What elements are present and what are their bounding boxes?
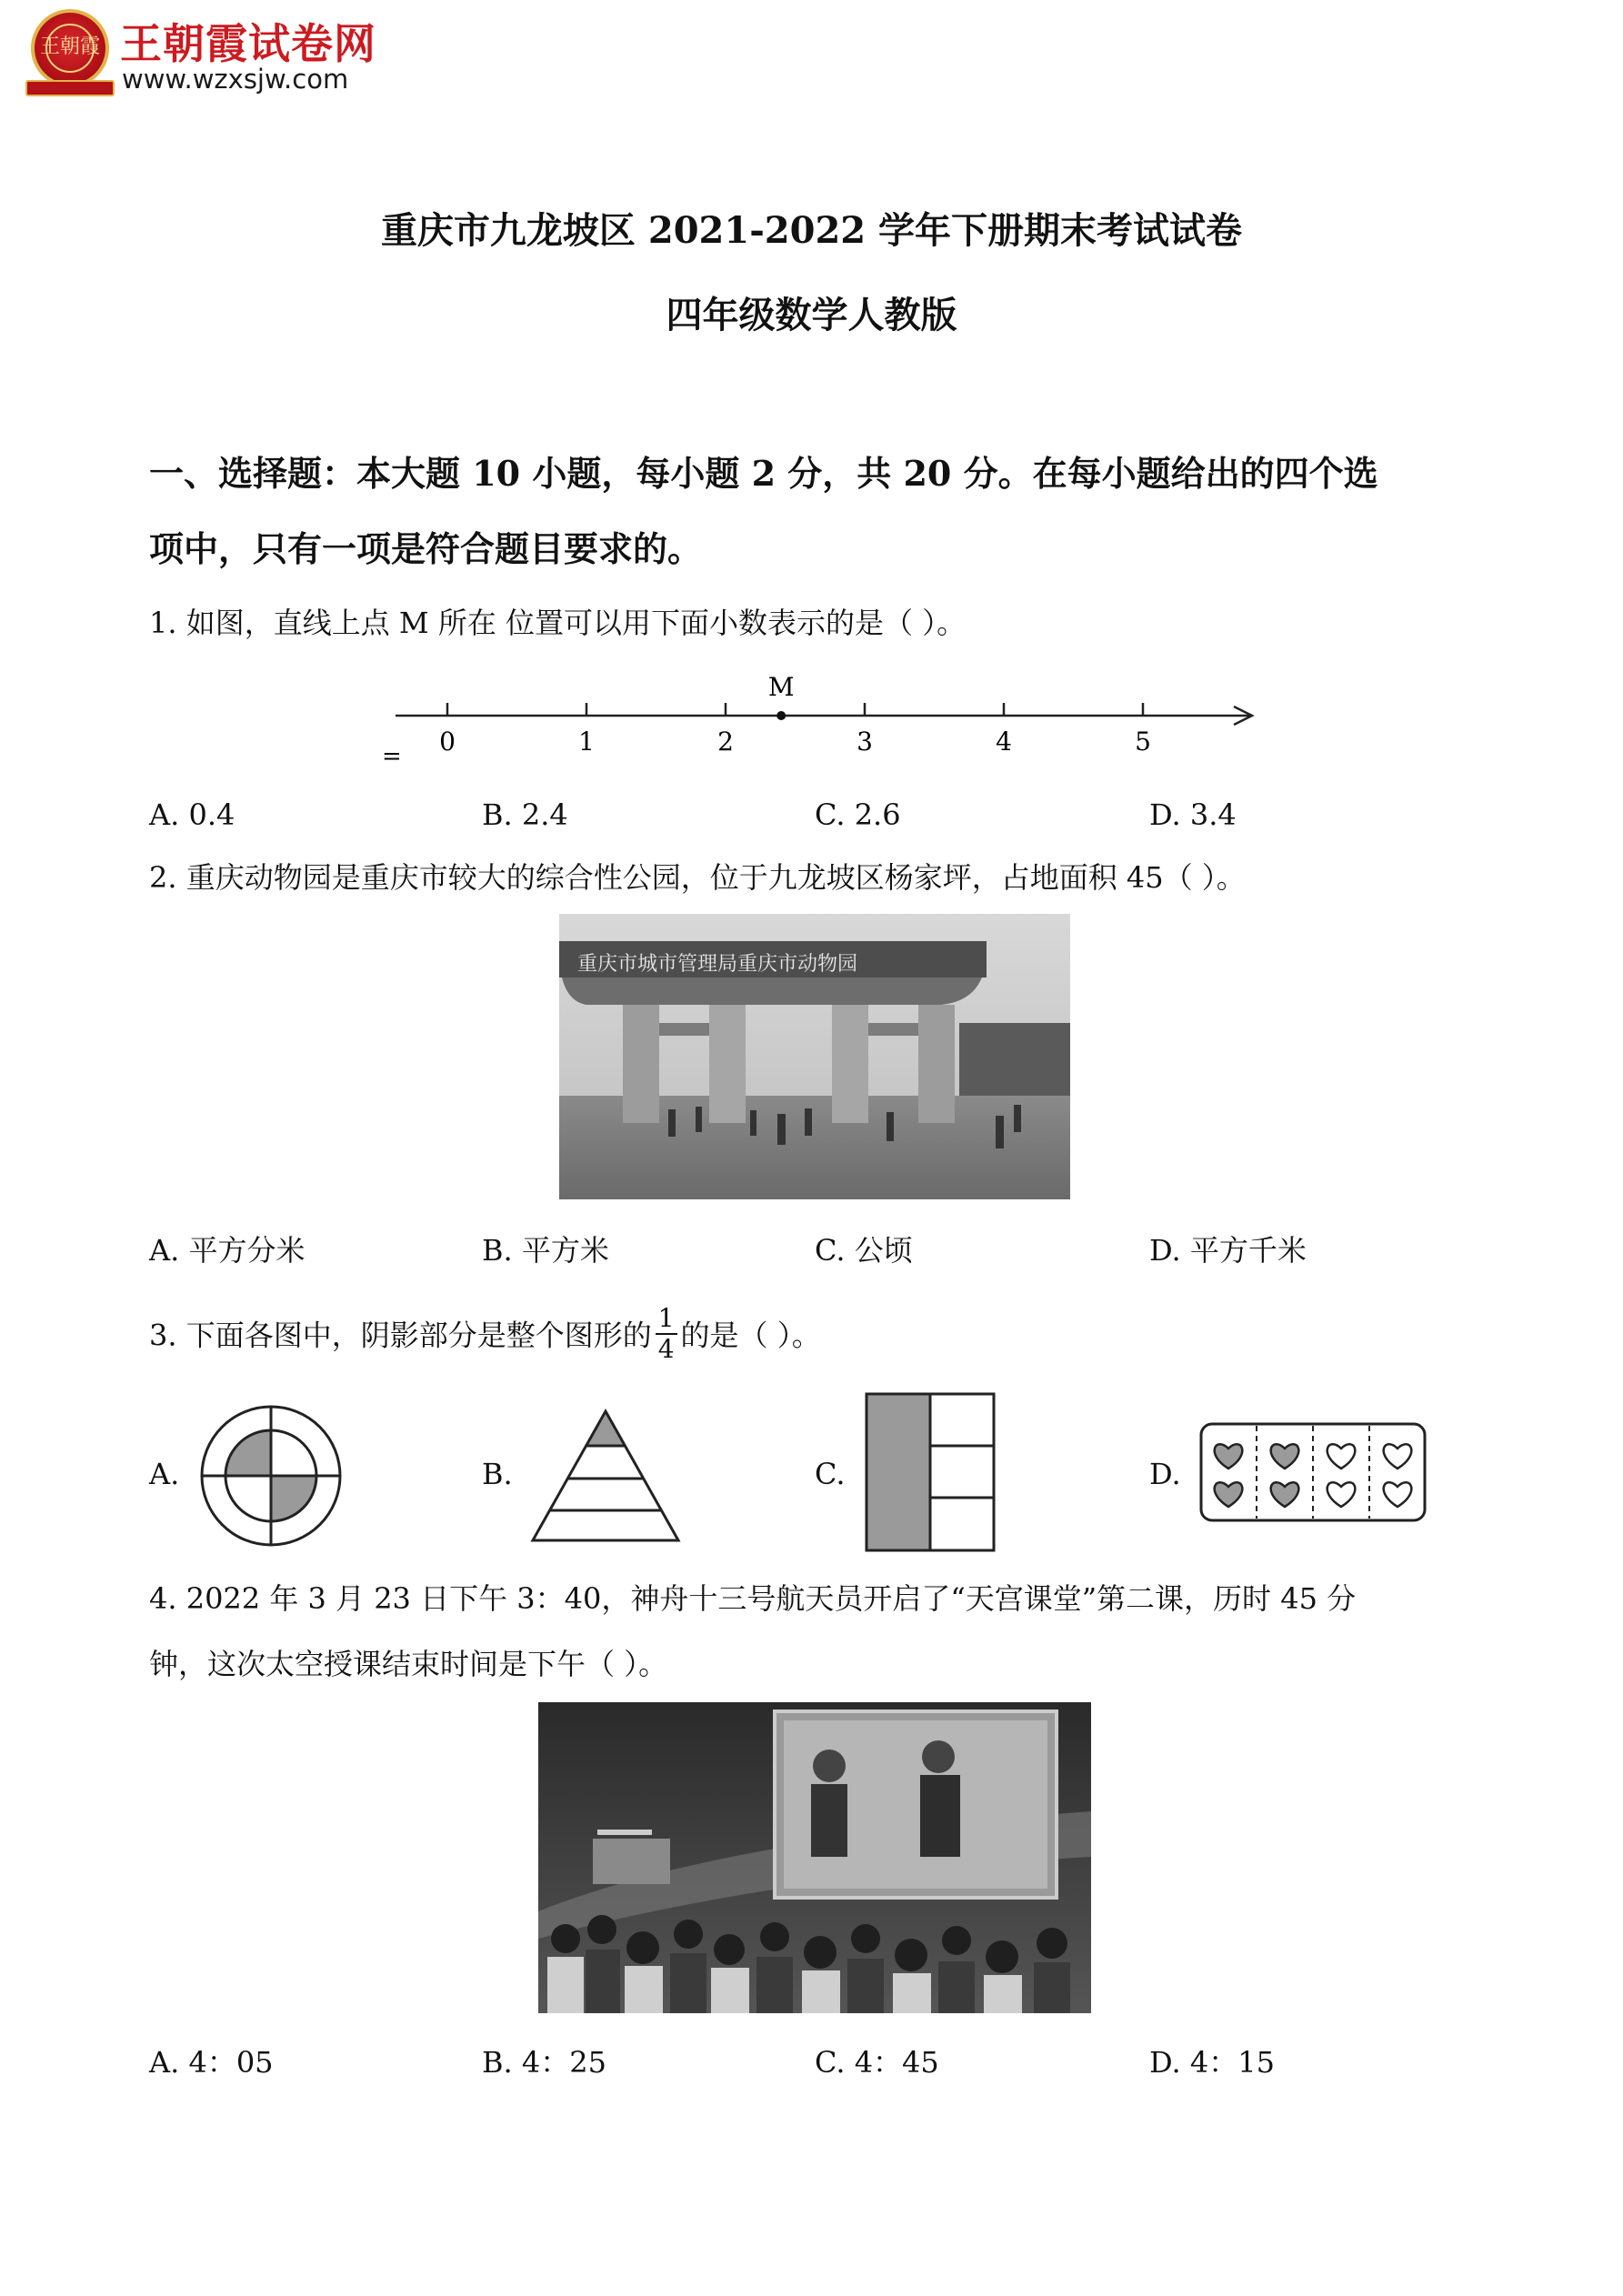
q2-option-b[interactable]: B. 平方米 (482, 1233, 609, 1268)
q4-option-d[interactable]: D. 4：15 (1149, 2045, 1275, 2080)
q2-option-c[interactable]: C. 公顷 (815, 1233, 913, 1268)
q4-option-a[interactable]: A. 4：05 (149, 2045, 274, 2080)
number-line-tick-label-0: 0 (439, 727, 456, 757)
q4-option-c[interactable]: C. 4：45 (815, 2045, 939, 2080)
question-2-text: 2. 重庆动物园是重庆市较大的综合性公园，位于九龙坡区杨家坪，占地面积 45（ ）。 (149, 860, 1246, 895)
number-line-tick-label-3: 3 (857, 727, 873, 757)
number-line-tick-label-4: 4 (996, 727, 1012, 757)
zoo-sign-text: 重庆市城市管理局重庆市动物园 (577, 953, 858, 976)
site-url[interactable]: www.wzxsjw.com (122, 64, 349, 95)
space-class-photo (538, 1702, 1091, 2013)
q1-option-c[interactable]: C. 2.6 (815, 797, 901, 832)
number-line-tick-label-5: 5 (1135, 727, 1151, 757)
q1-option-b[interactable]: B. 2.4 (482, 797, 568, 832)
q3-option-a[interactable]: A. (149, 1457, 180, 1491)
question-1-text: 1. 如图，直线上点 M 所在 位置可以用下面小数表示的是（ ）。 (149, 606, 967, 640)
question-4-line2: 钟，这次太空授课结束时间是下午（ ）。 (149, 1647, 668, 1681)
q4-option-b[interactable]: B. 4：25 (482, 2045, 606, 2080)
stray-equals-mark: = (382, 743, 402, 770)
section-heading-line1: 一、选择题：本大题 10 小题，每小题 2 分，共 20 分。在每小题给出的四个选 (149, 453, 1378, 494)
question-3-text-before: 3. 下面各图中，阴影部分是整个图形的 (149, 1318, 652, 1353)
site-logo-emblem (31, 9, 109, 87)
q1-option-a[interactable]: A. 0.4 (149, 797, 235, 832)
q3-option-b[interactable]: B. (482, 1457, 513, 1491)
logo-ribbon (25, 80, 115, 96)
logo-emblem-text: 王朝霞 (39, 35, 100, 58)
q1-option-d[interactable]: D. 3.4 (1149, 797, 1237, 832)
question-4-line1: 4. 2022 年 3 月 23 日下午 3：40，神舟十三号航天员开启了“天宫课堂”第二课，历时 45 分 (149, 1581, 1357, 1616)
q2-option-d[interactable]: D. 平方千米 (1149, 1233, 1307, 1268)
q3-figure-d-hearts (1198, 1421, 1428, 1523)
fraction-denominator: 4 (657, 1334, 675, 1364)
exam-title: 重庆市九龙坡区 2021-2022 学年下册期末考试试卷 (380, 209, 1243, 252)
shaded-top-strip (586, 1411, 625, 1446)
q3-figure-c-rectangle (864, 1391, 997, 1553)
q3-option-d[interactable]: D. (1149, 1457, 1181, 1491)
q3-figure-b-triangle (530, 1408, 681, 1544)
fraction-numerator: 1 (656, 1304, 677, 1335)
point-m-label: M (767, 672, 795, 702)
number-line-tick-label-2: 2 (717, 727, 734, 757)
point-m (776, 711, 786, 720)
shaded-left-half (867, 1394, 930, 1550)
site-name[interactable]: 王朝霞试卷网 (120, 19, 376, 68)
q3-option-c[interactable]: C. (815, 1457, 846, 1491)
number-line-tick-label-1: 1 (578, 727, 595, 757)
exam-subtitle: 四年级数学人教版 (666, 294, 957, 336)
zoo-entrance-photo (559, 914, 1070, 1199)
q3-figure-a-circles (198, 1403, 344, 1549)
q2-option-a[interactable]: A. 平方分米 (149, 1233, 306, 1268)
section-heading-line2: 项中，只有一项是符合题目要求的。 (149, 528, 703, 569)
question-3-text-after: 的是（ ）。 (680, 1318, 821, 1353)
question-3-text (149, 1303, 821, 1368)
fraction-one-quarter (656, 1304, 677, 1364)
number-line-figure (364, 668, 1273, 777)
